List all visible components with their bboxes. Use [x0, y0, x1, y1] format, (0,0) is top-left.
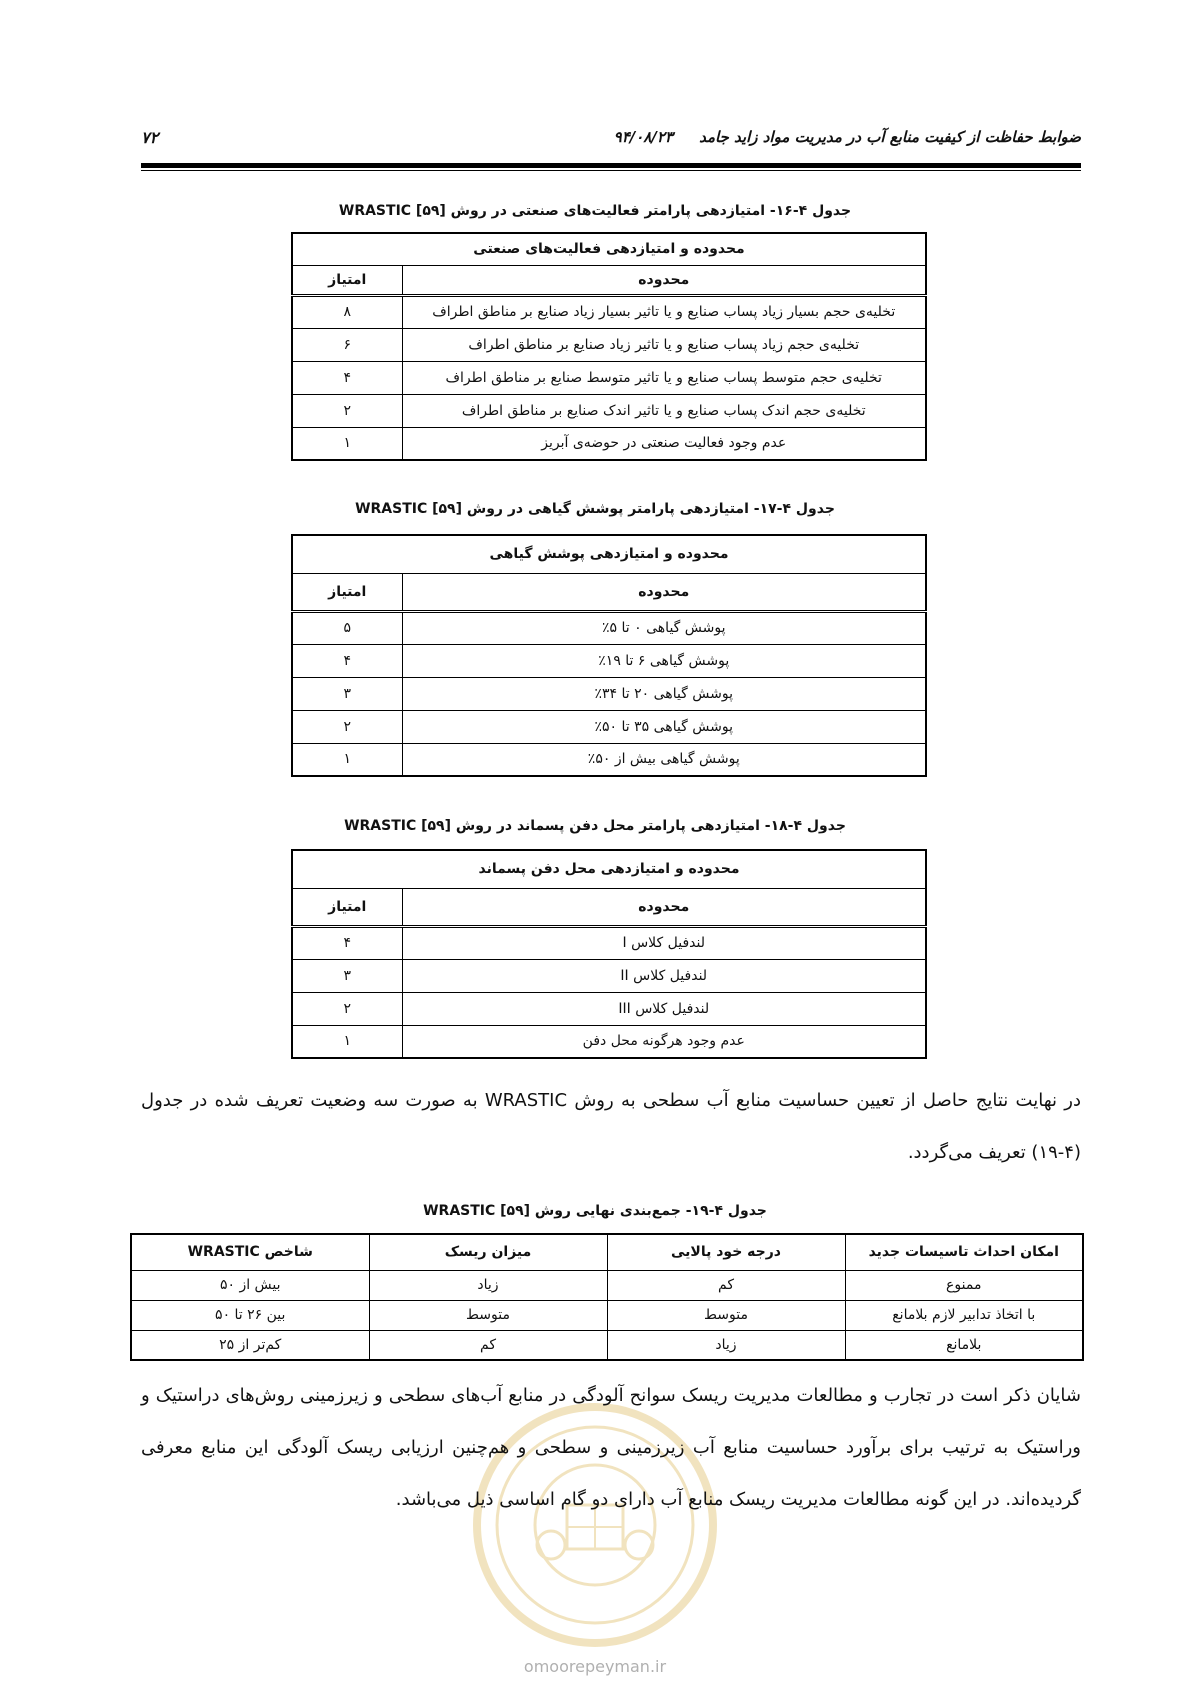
table-cell: کم‌تر از ۲۵: [131, 1330, 369, 1360]
table-cell: لندفیل کلاس I: [402, 926, 926, 959]
table-cell: زیاد: [369, 1270, 607, 1300]
table-cell: ۸: [292, 295, 402, 328]
header-title-line: [614, 128, 1081, 146]
table16: [291, 232, 927, 461]
watermark-site: omoorepeyman.ir: [523, 1657, 667, 1676]
table19-header: امکان احداث تاسیسات جدید: [845, 1234, 1083, 1270]
header-title: ضوابط حفاظت از کیفیت منابع آب در مدیریت مواد زاید جامد: [699, 128, 1081, 146]
table-cell: ۱: [292, 743, 402, 776]
table-cell: کم: [369, 1330, 607, 1360]
table16-col-score: امتیاز: [292, 265, 402, 295]
table19-header: درجه خود پالایی: [607, 1234, 845, 1270]
table-cell: بین ۲۶ تا ۵۰: [131, 1300, 369, 1330]
table-cell: بیش از ۵۰: [131, 1270, 369, 1300]
table-cell: تخلیه‌ی حجم زیاد پساب صنایع و یا تاثیر زیاد صنایع بر مناطق اطراف: [402, 328, 926, 361]
table-cell: ۵: [292, 611, 402, 644]
table-cell: ممنوع: [845, 1270, 1083, 1300]
table-cell: متوسط: [607, 1300, 845, 1330]
table19-header: شاخص WRASTIC: [131, 1234, 369, 1270]
paragraph-risk: شایان ذکر است در تجارب و مطالعات مدیریت ریسک سوانح آلودگی در منابع آب‌های سطحی و زیرزمینی روش‌های دراستیک و وراستیک به ترتیب برای برآورد حساسیت منابع آب زیرزمینی و سطحی و هم‌چنین ارزیابی ریسک آلودگی این منابع معرفی گردیده‌اند. در این گونه مطالعات مدیریت ریسک منابع آب دارای دو گام اساسی ذیل می‌باشد.: [141, 1385, 1081, 1510]
table-cell: عدم وجود فعالیت صنعتی در حوضه‌ی آبریز: [402, 427, 926, 460]
table-cell: ۴: [292, 644, 402, 677]
table-cell: پوشش گیاهی ۳۵ تا ۵۰٪: [402, 710, 926, 743]
page-number: ۷۲: [141, 128, 159, 147]
table18-caption: جدول ۴-۱۸- امتیازدهی پارامتر محل دفن پسماند در روش WRASTIC [۵۹]: [344, 818, 846, 834]
table17-caption: جدول ۴-۱۷- امتیازدهی پارامتر پوشش گیاهی در روش WRASTIC [۵۹]: [355, 501, 835, 517]
paragraph-intro: در نهایت نتایج حاصل از تعیین حساسیت منابع آب سطحی به روش WRASTIC به صورت سه وضعیت تعریف شده در جدول (۴-۱۹) تعریف می‌گردد.: [141, 1090, 1081, 1163]
table-cell: با اتخاذ تدابیر لازم بلامانع: [845, 1300, 1083, 1330]
table16-group-header: محدوده و امتیازدهی فعالیت‌های صنعتی: [292, 233, 926, 265]
table-cell: متوسط: [369, 1300, 607, 1330]
table-cell: تخلیه‌ی حجم بسیار زیاد پساب صنایع و یا تاثیر بسیار زیاد صنایع بر مناطق اطراف: [402, 295, 926, 328]
table-cell: ۱: [292, 427, 402, 460]
table-cell: ۶: [292, 328, 402, 361]
table-cell: ۲: [292, 710, 402, 743]
table-cell: ۱: [292, 1025, 402, 1058]
table-cell: ۴: [292, 926, 402, 959]
table17: [291, 534, 927, 777]
header-date: ۹۴/۰۸/۲۳: [613, 128, 673, 146]
table18-group-header: محدوده و امتیازدهی محل دفن پسماند: [292, 850, 926, 888]
header-rule-thin: [141, 170, 1081, 171]
table-cell: پوشش گیاهی ۲۰ تا ۳۴٪: [402, 677, 926, 710]
table-cell: پوشش گیاهی ۰ تا ۵٪: [402, 611, 926, 644]
table16-col-range: محدوده: [402, 265, 926, 295]
table-cell: بلامانع: [845, 1330, 1083, 1360]
table-cell: لندفیل کلاس II: [402, 959, 926, 992]
table17-col-score: امتیاز: [292, 573, 402, 611]
table-cell: تخلیه‌ی حجم اندک پساب صنایع و یا تاثیر اندک صنایع بر مناطق اطراف: [402, 394, 926, 427]
table16-caption: جدول ۴-۱۶- امتیازدهی پارامتر فعالیت‌های صنعتی در روش WRASTIC [۵۹]: [338, 203, 852, 219]
table-cell: عدم وجود هرگونه محل دفن: [402, 1025, 926, 1058]
table-cell: ۴: [292, 361, 402, 394]
table18-col-range: محدوده: [402, 888, 926, 926]
table19: [130, 1233, 1084, 1361]
table-cell: ۲: [292, 992, 402, 1025]
table17-col-range: محدوده: [402, 573, 926, 611]
table17-group-header: محدوده و امتیازدهی پوشش گیاهی: [292, 535, 926, 573]
table-cell: لندفیل کلاس III: [402, 992, 926, 1025]
table-cell: ۳: [292, 959, 402, 992]
table-cell: ۳: [292, 677, 402, 710]
table-cell: ۲: [292, 394, 402, 427]
table-cell: زیاد: [607, 1330, 845, 1360]
table19-header: میزان ریسک: [369, 1234, 607, 1270]
table-cell: پوشش گیاهی ۶ تا ۱۹٪: [402, 644, 926, 677]
table-cell: کم: [607, 1270, 845, 1300]
table18: [291, 849, 927, 1059]
table19-caption: جدول ۴-۱۹- جمع‌بندی نهایی روش WRASTIC [۵۹]: [423, 1203, 767, 1219]
table-cell: تخلیه‌ی حجم متوسط پساب صنایع و یا تاثیر متوسط صنایع بر مناطق اطراف: [402, 361, 926, 394]
page-header: [141, 128, 1081, 154]
table-cell: پوشش گیاهی بیش از ۵۰٪: [402, 743, 926, 776]
table18-col-score: امتیاز: [292, 888, 402, 926]
header-rule: [141, 163, 1081, 168]
